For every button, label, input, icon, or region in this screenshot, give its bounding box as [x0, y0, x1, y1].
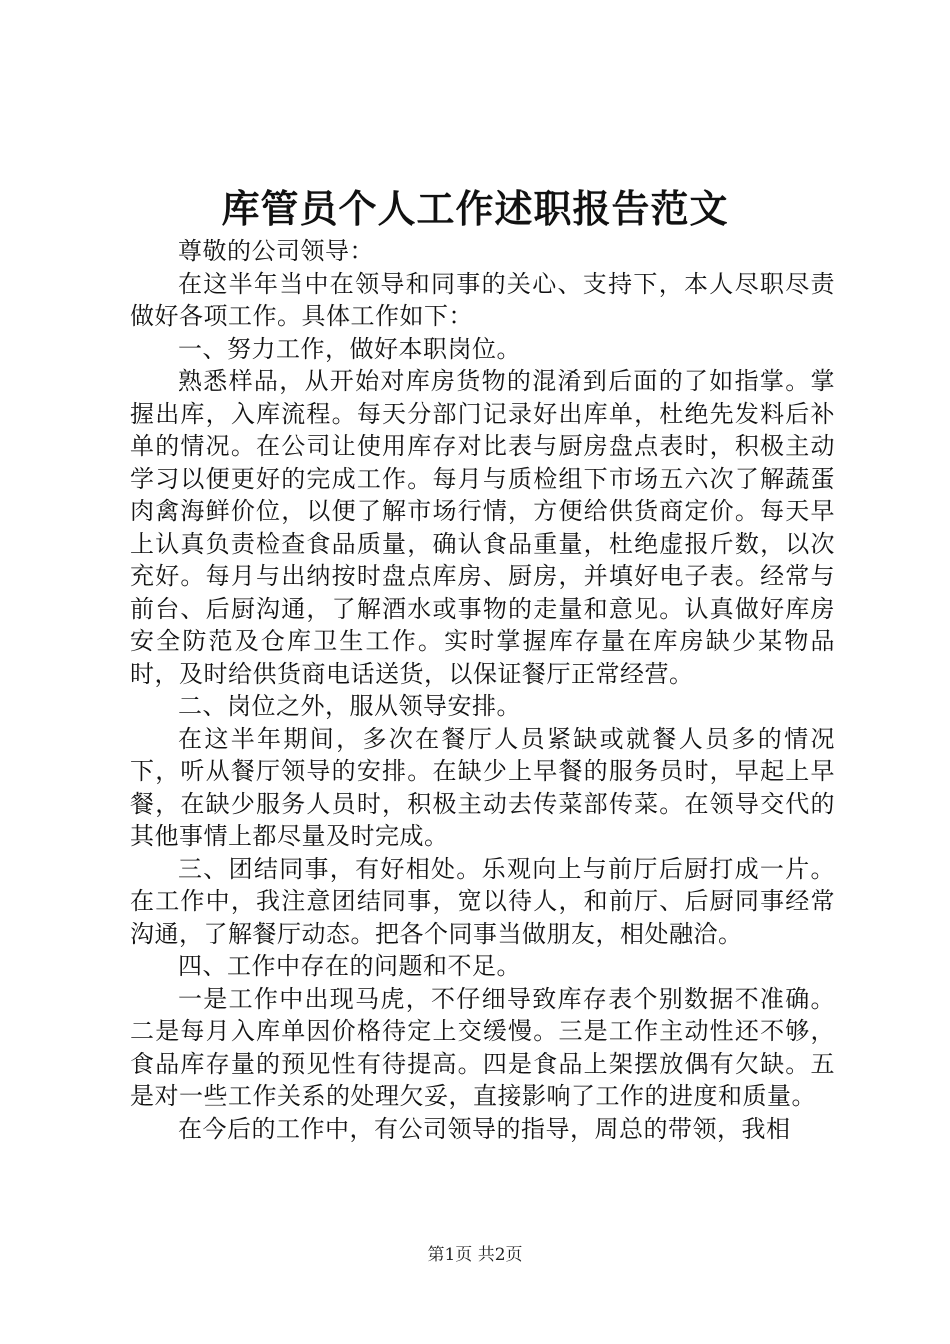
- section-1-paragraph: 熟悉样品，从开始对库房货物的混淆到后面的了如指掌。掌握出库，入库流程。每天分部门记录好出库单，杜绝先发料后补单的情况。在公司让使用库存对比表与厨房盘点表时，积极主动学习以便更好的完成工作。每月与质检组下市场五六次了解蔬蛋肉禽海鲜价位，以便了解市场行情，方便给供货商定价。每天早上认真负责检查食品质量，确认食品重量，杜绝虚报斤数，以次充好。每月与出纳按时盘点库房、厨房，并填好电子表。经常与前台、后厨沟通，了解酒水或事物的走量和意见。认真做好库房安全防范及仓库卫生工作。实时掌握库存量在库房缺少某物品时，及时给供货商电话送货，以保证餐厅正常经营。: [130, 367, 835, 688]
- section-3-paragraph: 三、团结同事，有好相处。乐观向上与前厅后厨打成一片。在工作中，我注意团结同事，宽以待人，和前厅、后厨同事经常沟通，了解餐厅动态。把各个同事当做朋友，相处融洽。: [130, 854, 835, 948]
- closing-paragraph: 在今后的工作中，有公司领导的指导，周总的带领，我相: [178, 1114, 791, 1143]
- document-body: [130, 235, 835, 1145]
- section-heading-1: 一、努力工作，做好本职岗位。: [178, 334, 521, 363]
- intro-paragraph: 在这半年当中在领导和同事的关心、支持下，本人尽职尽责做好各项工作。具体工作如下：: [130, 269, 835, 330]
- page-number-footer: 第1页 共2页: [427, 1245, 523, 1265]
- section-4-paragraph: 一是工作中出现马虎，不仔细导致库存表个别数据不准确。二是每月入库单因价格待定上交缓慢。三是工作主动性还不够，食品库存量的预见性有待提高。四是食品上架摆放偶有欠缺。五是对一些工作关系的处理欠妥，直接影响了工作的进度和质量。: [130, 984, 835, 1110]
- section-heading-4: 四、工作中存在的问题和不足。: [178, 952, 521, 980]
- section-heading-2: 二、岗位之外，服从领导安排。: [178, 692, 521, 720]
- document-title: 库管员个人工作述职报告范文: [221, 186, 729, 231]
- section-2-paragraph: 在这半年期间，多次在餐厅人员紧缺或就餐人员多的情况下，听从餐厅领导的安排。在缺少上早餐的服务员时，早起上早餐，在缺少服务人员时，积极主动去传菜部传菜。在领导交代的其他事情上都尽量及时完成。: [130, 724, 835, 850]
- salutation: 尊敬的公司领导：: [178, 237, 374, 265]
